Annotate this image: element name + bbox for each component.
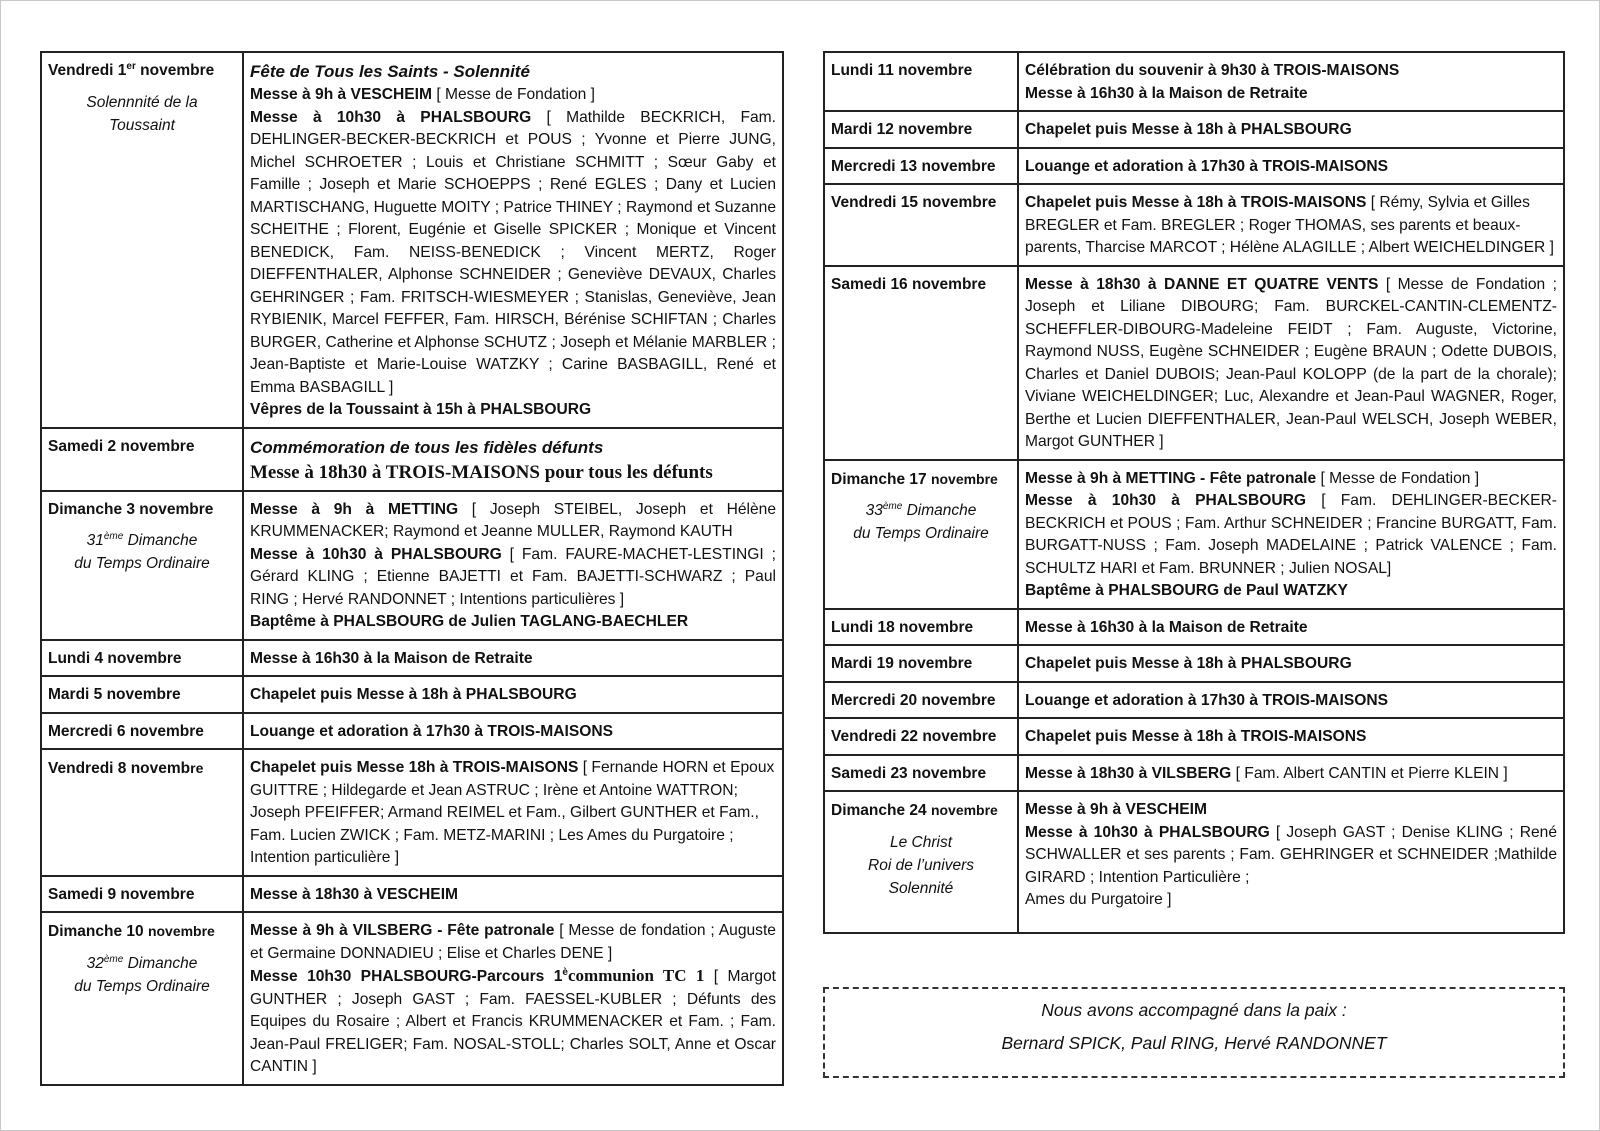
vespers-line: Vêpres de la Toussaint à 15h à PHALSBOURG (250, 401, 592, 418)
schedule-row (41, 912, 783, 1085)
schedule-row (41, 676, 783, 713)
mass-title: Messe à 10h30 à PHALSBOURG (1025, 492, 1306, 509)
mass-title: Messe à 9h à METTING (250, 500, 459, 518)
date-label: Dimanche 24 novembre (831, 802, 998, 819)
baptism-line: Baptême à PHALSBOURG de Julien TAGLANG-BAECHLER (250, 613, 689, 630)
date-label: Mercredi 6 novembre (48, 722, 204, 740)
content-cell: Louange et adoration à 17h30 à TROIS-MAISONS (1018, 682, 1564, 719)
date-label: Mardi 5 novembre (48, 686, 181, 703)
schedule-row (824, 682, 1564, 719)
mass-title: Messe à 18h30 à TROIS-MAISONS pour tous les défunts (250, 461, 713, 483)
date-cell (41, 713, 243, 750)
mass-intentions: [ Fam. DEHLINGER-BECKER-BECKRICH et POUS ; Fam. Arthur SCHNEIDER ; Francine BURGATT, Fam. BURGATT-NUSS ; Fam. Joseph MADELAINE ; Patrick VALENCE ; Fam. SCHULTZ HARI et Fam. BRUNNER ; Julien NOSAL] (1025, 492, 1557, 577)
mass-intentions: [ Fam. FAURE-MACHET-LESTINGI ; Gérard KLING ; Etienne BAJETTI et Fam. BAJETTI-SCHWARZ ; Paul RING ; Hervé RANDONNET ; Intentions particulières ] (250, 545, 776, 608)
mass-intentions: [ Messe de Fondation ] (1316, 469, 1480, 487)
date-label: Dimanche 3 novembre (48, 500, 214, 518)
content-cell (1018, 791, 1564, 933)
feast-title: Commémoration de tous les fidèles défunts (250, 437, 604, 457)
mass-intentions: [ Fam. Albert CANTIN et Pierre KLEIN ] (1231, 764, 1508, 782)
schedule-row (824, 266, 1564, 460)
date-label: Samedi 9 novembre (48, 885, 195, 903)
mass-intentions: [ Messe de fondation ; Auguste et Germaine DONNADIEU ; Elise et Charles DENE ] (250, 922, 776, 962)
content-cell (243, 491, 783, 640)
liturgical-label: Le Christ Roi de l’univers Solennité (868, 833, 974, 897)
date-cell (41, 52, 243, 428)
schedule-row (824, 718, 1564, 755)
mass-title: Messe à 9h à VESCHEIM (1025, 801, 1208, 818)
date-cell (824, 184, 1018, 266)
liturgical-label: 31ème Dimanche du Temps Ordinaire (74, 530, 210, 572)
content-cell: Chapelet puis Messe à 18h à PHALSBOURG (243, 676, 783, 713)
liturgical-label: Solennnité de la Toussaint (86, 93, 198, 134)
schedule-row (824, 645, 1564, 682)
schedule-row (41, 749, 783, 876)
mass-title: Messe à 16h30 à la Maison de Retraite (1025, 84, 1308, 102)
mass-title: Messe à 9h à VILSBERG - Fête patronale (250, 922, 555, 939)
mass-title: Messe 10h30 PHALSBOURG-Parcours $1^ècommunion$ TC 1 (250, 966, 705, 985)
date-label: Samedi 23 novembre (831, 764, 987, 782)
date-label: Mardi 12 novembre (831, 121, 973, 138)
content-cell: Messe à 18h30 à VESCHEIM (243, 876, 783, 913)
condolence-note (823, 987, 1565, 1078)
content-cell: Chapelet puis Messe à 18h à PHALSBOURG (1018, 111, 1564, 148)
content-cell (1018, 266, 1564, 460)
mass-intentions: [ Fernande HORN et Epoux GUITTRE ; Hildegarde et Jean ASTRUC ; Irène et Antoine WATTRON; Joseph PFEIFFER; Armand REIMEL et Fam., Gilbert GUNTHER et Fam., Fam. Lucien ZWICK ; Fam. METZ-MARINI ; Les Ames du Purgatoire ; Intention particulière ] (250, 759, 775, 866)
schedule-row (41, 713, 783, 750)
liturgical-label: 32ème Dimanche du Temps Ordinaire (74, 953, 210, 995)
mass-title: Messe à 10h30 à PHALSBOURG (250, 545, 502, 563)
date-cell (41, 676, 243, 713)
schedule-row (824, 609, 1564, 646)
date-cell (824, 148, 1018, 185)
mass-title: Messe à 9h à METTING - Fête patronale (1025, 469, 1317, 487)
date-label: Lundi 4 novembre (48, 649, 182, 667)
content-cell: Messe à 16h30 à la Maison de Retraite (243, 640, 783, 677)
date-label: Vendredi 1er novembre (48, 60, 215, 79)
content-cell: Louange et adoration à 17h30 à TROIS-MAISONS (1018, 148, 1564, 185)
schedule-row (824, 111, 1564, 148)
date-cell (824, 609, 1018, 646)
mass-title: Messe à 9h à VESCHEIM (250, 86, 433, 103)
date-cell (41, 876, 243, 913)
mass-intentions: [ Mathilde BECKRICH, Fam. DEHLINGER-BECKER-BECKRICH et POUS ; Yvonne et Pierre JUNG, Michel SCHROETER ; Louis et Christiane SCHMITT ; Sœur Gaby et Famille ; Joseph et Marie SCHOEPPS ; René EGLES ; Dany et Lucien MARTISCHANG, Huguette MOITY ; Patrice THINEY ; Raymond et Suzanne SCHEITHE ; Florent, Eugénie et Giselle SPICKER ; Monique et Vincent BENEDICK, Fam. NEISS-BENEDICK ; Vincent MERTZ, Roger DIEFFENTHALER, Alphonse SCHNEIDER ; Geneviève DEVAUX, Charles GEHRINGER ; Fam. FRITSCH-WIESMEYER ; Stanislas, Geneviève, Jean RYBIENIK, Marcel FEFFER, Fam. HIRSCH, Bérénise SCHIFTAN ; Charles BURGER, Catherine et Alphonse SCHUTZ ; Joseph et Mélanie MARBLER ; Jean-Baptiste et Marie-Louise WATZKY ; Carine BASBAGILL, René et Emma BASBAGILL ] (250, 108, 776, 396)
date-label: Mercredi 20 novembre (831, 691, 996, 709)
schedule-row (41, 640, 783, 677)
mass-intentions: [ Margot GUNTHER ; Joseph GAST ; Fam. FAESSEL-KUBLER ; Défunts des Equipes du Rosaire ; Albert et Francis KRUMMENACKER et Fam. ; Fam. Jean-Paul FRELIGER; Fam. NOSAL-STOLL; Charles SOLT, Anne et Oscar CANTIN ] (250, 968, 776, 1075)
mass-title: Chapelet puis Messe à 18h à TROIS-MAISONS (1025, 194, 1367, 211)
mass-title: Messe à 10h30 à PHALSBOURG (1025, 823, 1270, 841)
content-cell (1018, 460, 1564, 609)
mass-title: Messe à 18h30 à VILSBERG (1025, 764, 1232, 782)
mass-intentions: [ Messe de Fondation ; Joseph et Liliane DIBOURG; Fam. BURCKEL-CANTIN-CLEMENTZ-SCHEFFLER-DIBOURG-Madeleine FEIDT ; Fam. Auguste, Victorine, Raymond NUSS, Eugène SCHNEIDER ; Eugène BRAUN ; Odette DUBOIS, Charles et Daniel DUBOIS; Jean-Paul KOLOPP (de la part de la chorale); Viviane WEICHELDINGER; Luc, Alexandre et Jean-Paul WAGNER, Roger, Berthe et Lucien DIEFFENTHALER, Jean-Paul WELSCH, Joseph WEBER, Margot GUNTHER ] (1025, 275, 1557, 450)
content-cell: Chapelet puis Messe à 18h à PHALSBOURG (1018, 645, 1564, 682)
mass-title: Messe à 10h30 à PHALSBOURG (250, 108, 532, 126)
schedule-right-column (823, 51, 1565, 934)
schedule-row (41, 491, 783, 640)
schedule-left-column (40, 51, 784, 1086)
date-cell (824, 266, 1018, 460)
date-label: Samedi 2 novembre (48, 437, 195, 455)
date-label: Lundi 11 novembre (831, 62, 973, 79)
schedule-row (824, 52, 1564, 111)
date-cell (41, 640, 243, 677)
date-cell (824, 682, 1018, 719)
mass-intentions: [ Messe de Fondation ] (432, 86, 595, 103)
note-names: Bernard SPICK, Paul RING, Hervé RANDONNET (1001, 1033, 1387, 1053)
content-cell (1018, 184, 1564, 266)
schedule-row (41, 52, 783, 428)
note-heading: Nous avons accompagné dans la paix : (1041, 1000, 1347, 1020)
liturgical-label: 33ème Dimanche du Temps Ordinaire (853, 500, 989, 542)
content-cell (243, 912, 783, 1085)
date-label: Mardi 19 novembre (831, 655, 973, 672)
date-cell (41, 749, 243, 876)
date-cell (41, 491, 243, 640)
mass-intentions-tail: Ames du Purgatoire ] (1025, 891, 1172, 908)
mass-title: Chapelet puis Messe 18h à TROIS-MAISONS (250, 759, 579, 776)
date-cell (824, 718, 1018, 755)
schedule-row (824, 148, 1564, 185)
date-cell (824, 791, 1018, 933)
mass-intentions: [ Joseph STEIBEL, Joseph et Hélène KRUMMENACKER; Raymond et Jeanne MULLER, Raymond KAUTH (250, 500, 776, 540)
date-label: Lundi 18 novembre (831, 618, 974, 636)
schedule-table-right (823, 51, 1565, 934)
content-cell: Messe à 16h30 à la Maison de Retraite (1018, 609, 1564, 646)
content-cell (243, 749, 783, 876)
date-cell (41, 428, 243, 491)
date-cell (824, 52, 1018, 111)
date-label: Mercredi 13 novembre (831, 157, 996, 175)
content-cell: Louange et adoration à 17h30 à TROIS-MAISONS (243, 713, 783, 750)
date-label: Dimanche 17 novembre (831, 470, 998, 488)
date-cell (824, 645, 1018, 682)
content-cell (243, 428, 783, 491)
date-cell (824, 460, 1018, 609)
mass-intentions: [ Joseph GAST ; Denise KLING ; René SCHWALLER et ses parents ; Fam. GEHRINGER et SCHNEIDER ;Mathilde GIRARD ; Intention Particulière ; (1025, 823, 1557, 886)
date-label: Samedi 16 novembre (831, 275, 987, 293)
date-cell (41, 912, 243, 1085)
feast-title: Fête de Tous les Saints - Solennité (250, 62, 530, 81)
mass-intentions: [ Rémy, Sylvia et Gilles BREGLER et Fam. BREGLER ; Roger THOMAS, ses parents et beaux-parents, Tharcise MARCOT ; Hélène ALAGILLE ; Albert WEICHELDINGER ] (1025, 194, 1554, 256)
date-label: Vendredi 22 novembre (831, 728, 997, 745)
schedule-row (824, 755, 1564, 792)
schedule-table-left (40, 51, 784, 1086)
schedule-row (41, 876, 783, 913)
schedule-row (41, 428, 783, 491)
mass-title: Messe à 18h30 à DANNE ET QUATRE VENTS (1025, 275, 1379, 293)
schedule-row (824, 460, 1564, 609)
content-cell (1018, 755, 1564, 792)
event-line: Célébration du souvenir à 9h30 à TROIS-MAISONS (1025, 62, 1400, 79)
content-cell: Chapelet puis Messe à 18h à TROIS-MAISONS (1018, 718, 1564, 755)
date-label: Dimanche 10 novembre (48, 923, 215, 940)
content-cell (1018, 52, 1564, 111)
schedule-row (824, 791, 1564, 933)
content-cell (243, 52, 783, 428)
baptism-line: Baptême à PHALSBOURG de Paul WATZKY (1025, 582, 1348, 599)
date-cell (824, 755, 1018, 792)
date-label: Vendredi 8 novembre (48, 760, 204, 777)
date-label: Vendredi 15 novembre (831, 194, 997, 211)
date-cell (824, 111, 1018, 148)
schedule-row (824, 184, 1564, 266)
